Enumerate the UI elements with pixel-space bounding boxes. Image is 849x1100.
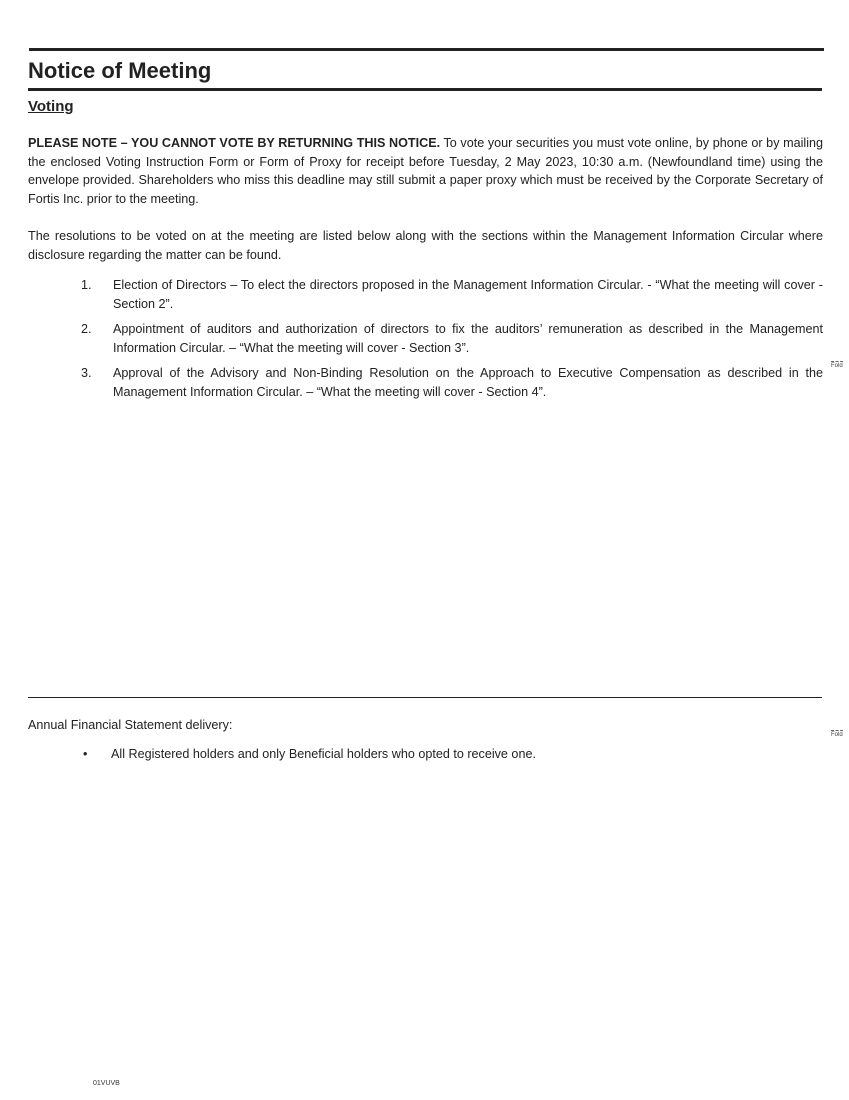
resolution-text: Election of Directors – To elect the directors proposed in the Management Information Circular. - “What the meeting will cover - Section 2”. — [113, 278, 823, 311]
resolutions-intro-paragraph: The resolutions to be voted on at the meeting are listed below along with the sections within the Management Information Circular where disclosure regarding the matter can be found. — [28, 229, 823, 262]
voting-notice-bold: PLEASE NOTE – YOU CANNOT VOTE BY RETURNING THIS NOTICE. — [28, 136, 441, 150]
resolution-item — [28, 364, 823, 401]
resolution-text: Appointment of auditors and authorization of directors to fix the auditors’ remuneration as described in the Management Information Circular. – “What the meeting will cover - Section 3”. — [113, 322, 823, 355]
top-rule — [29, 48, 824, 51]
resolutions-list — [28, 276, 823, 409]
resolution-text: Approval of the Advisory and Non-Binding Resolution on the Approach to Executive Compensation as described in the Management Information Circular. – “What the meeting will cover - Section 4”. — [113, 366, 823, 399]
footer-code: 01VUVB — [93, 1080, 120, 1087]
bullet-icon: • — [83, 747, 88, 761]
resolution-number: 3. — [81, 366, 92, 381]
voting-notice-text: To vote your securities you must vote online, by phone or by mailing the enclosed Voting Instruction Form or Form of Proxy for receipt before Tuesday, 2 May 2023, 10:30 a.m. (Newfoundland time) using the envelope provided. Shareholders who miss this deadline may still submit a paper proxy which must be received by the Corporate Secretary of Fortis Inc. prior to the meeting. — [28, 136, 824, 206]
fold-mark: Fold — [831, 363, 843, 369]
voting-heading: Voting — [28, 98, 74, 115]
page-title: Notice of Meeting — [28, 58, 212, 83]
fold-mark: Fold — [831, 732, 843, 738]
title-underline-rule — [28, 88, 822, 91]
resolution-number: 2. — [81, 322, 92, 337]
voting-notice-paragraph — [28, 134, 823, 208]
delivery-item — [28, 745, 823, 763]
resolution-number: 1. — [81, 278, 92, 292]
delivery-list — [28, 745, 823, 763]
resolution-item — [28, 320, 823, 357]
resolution-item — [28, 276, 823, 313]
delivery-label: Annual Financial Statement delivery: — [28, 718, 233, 732]
delivery-item-text: All Registered holders and only Beneficial holders who opted to receive one. — [111, 747, 536, 761]
section-divider-rule — [28, 697, 822, 698]
